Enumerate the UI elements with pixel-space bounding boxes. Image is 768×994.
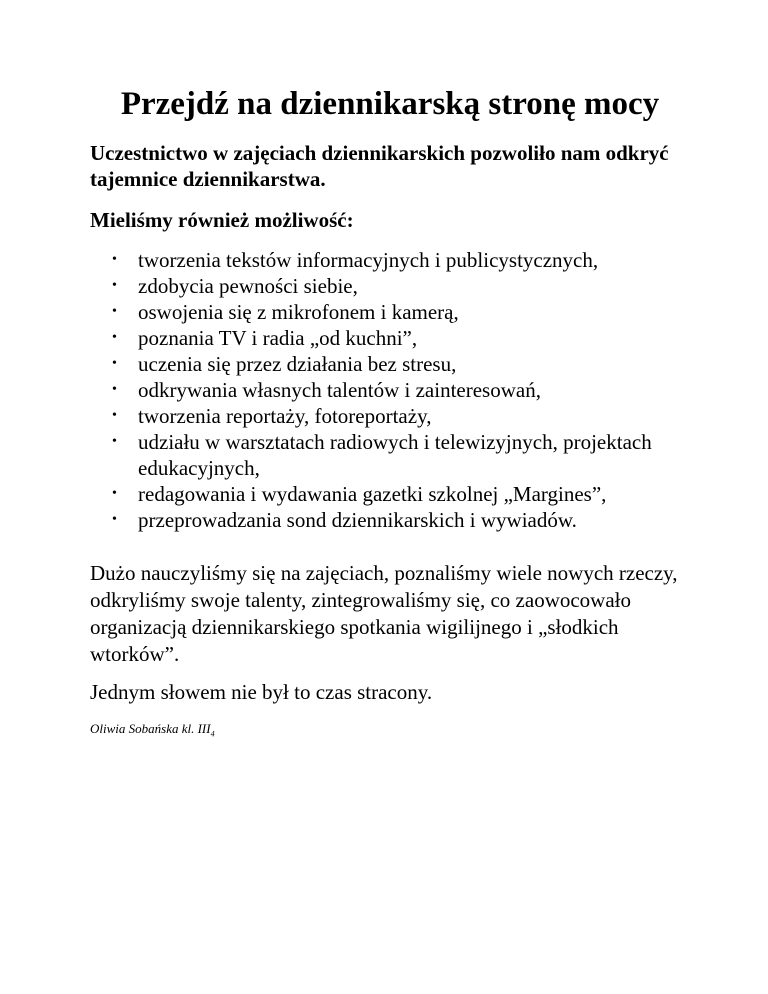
list-item-text: tworzenia tekstów informacyjnych i publicystycznych,	[138, 248, 599, 272]
page-title: Przejdź na dziennikarską stronę mocy	[120, 86, 660, 122]
opportunities-list	[90, 247, 690, 533]
list-item-text: odkrywania własnych talentów i zainteresowań,	[138, 378, 541, 402]
list-item-text: tworzenia reportaży, fotoreportaży,	[138, 404, 432, 428]
list-item	[90, 481, 690, 507]
list-item	[90, 377, 690, 403]
list-item-text: udziału w warsztatach radiowych i telewizyjnych, projektach edukacyjnych,	[138, 430, 652, 480]
list-item	[90, 351, 690, 377]
list-item-text: uczenia się przez działania bez stresu,	[138, 352, 457, 376]
bullet-icon: •	[112, 512, 117, 527]
bullet-icon: •	[112, 486, 117, 501]
bullet-icon: •	[112, 278, 117, 293]
list-lead: Mieliśmy również możliwość:	[90, 208, 354, 232]
list-item-text: przeprowadzania sond dziennikarskich i wywiadów.	[138, 508, 577, 532]
list-item	[90, 403, 690, 429]
list-item	[90, 507, 690, 533]
bullet-icon: •	[112, 382, 117, 397]
bullet-icon: •	[112, 408, 117, 423]
list-item-text: oswojenia się z mikrofonem i kamerą,	[138, 300, 459, 324]
signature-class-number: 4	[210, 729, 215, 739]
intro-paragraph: Uczestnictwo w zajęciach dziennikarskich pozwoliło nam odkryć tajemnice dziennikarstwa.	[90, 141, 669, 191]
list-item-text: poznania TV i radia „od kuchni”,	[138, 326, 418, 350]
bullet-icon: •	[112, 330, 117, 345]
document-page	[90, 84, 690, 744]
list-item	[90, 429, 658, 481]
list-item	[90, 299, 690, 325]
bullet-icon: •	[112, 356, 117, 371]
closing-paragraph: Jednym słowem nie był to czas stracony.	[90, 680, 433, 704]
list-item	[90, 247, 690, 273]
summary-paragraph: Dużo nauczyliśmy się na zajęciach, poznaliśmy wiele nowych rzeczy, odkryliśmy swoje talenty, zintegrowaliśmy się, co zaowocowało organizacją dziennikarskiego spotkania wigilijnego i „słodkich wtorków”.	[90, 561, 678, 666]
signature-text: Oliwia Sobańska kl. III	[90, 721, 211, 736]
bullet-icon: •	[112, 304, 117, 319]
list-item	[90, 325, 690, 351]
list-item-text: zdobycia pewności siebie,	[138, 274, 358, 298]
bullet-icon: •	[112, 434, 117, 449]
author-signature	[90, 720, 690, 744]
list-item	[90, 273, 690, 299]
list-item-text: redagowania i wydawania gazetki szkolnej „Margines”,	[138, 482, 607, 506]
bullet-icon: •	[112, 252, 117, 267]
